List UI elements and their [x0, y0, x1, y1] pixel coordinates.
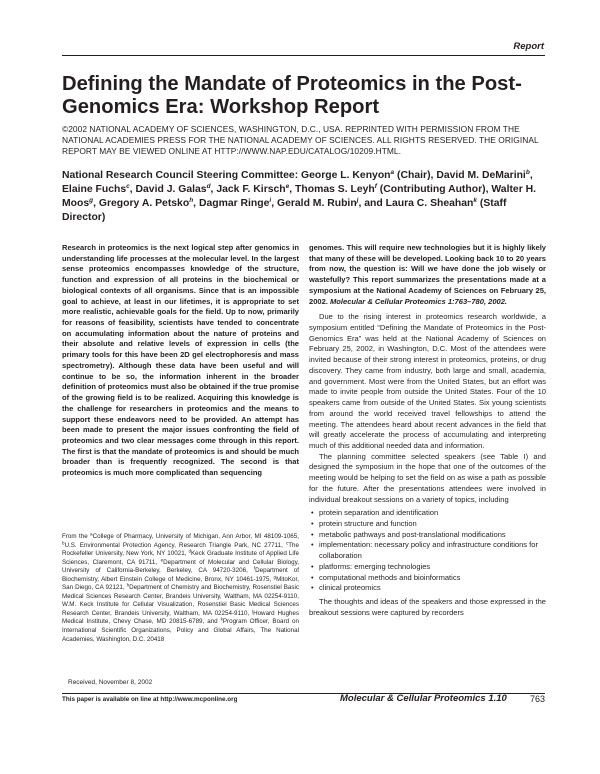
author-name: David J. Galas: [135, 184, 207, 195]
author-name: Jack F. Kirsch: [216, 184, 286, 195]
affiliation-marker: e: [285, 183, 290, 190]
author: [436, 170, 532, 181]
abstract-citation: Molecular & Cellular Proteomics 1:763–780, 2002.: [330, 296, 508, 306]
author-role: ,: [129, 184, 133, 195]
author: [99, 198, 196, 209]
footnote-affiliation: Program Officer, Board on International Scientific Organizations, Policy and Global Affairs, The National Academies, Washington, D.C. 20418: [62, 618, 299, 643]
author-role: ,: [271, 198, 275, 209]
affiliation-marker: j: [356, 197, 359, 204]
topic-item: • clinical proteomics: [309, 583, 546, 594]
page-number: 763: [530, 694, 546, 704]
topic-item: • platforms: emerging technologies: [309, 562, 546, 573]
author-role: ,: [210, 184, 214, 195]
received-date: Received, November 8, 2002: [68, 679, 153, 686]
author-role: (Chair),: [394, 170, 434, 181]
footnote-affiliation: Howard Hughes Medical Institute, Chevy Chase, MD 20815-6789, and: [62, 609, 299, 626]
affiliation-marker: a: [390, 169, 395, 176]
body-paragraph-2: The planning committee selected speakers (see Table I) and designed the symposium in the hope that one of the outcomes of the meeting would be helping to set the field on as wise a path as possible for the future. After the presentations attendees were involved in individual breakout sessions on a variety of topics, including: [309, 451, 546, 504]
footnote-marker: g: [273, 574, 277, 580]
footnote-marker: j: [252, 608, 254, 614]
affiliation-marker: c: [126, 183, 130, 190]
affiliation-marker: h: [189, 197, 194, 204]
author-name: Walter H. Moos: [62, 184, 537, 209]
topic-item: • computational methods and bioinformatics: [309, 573, 546, 584]
topic-item: • protein separation and identification: [309, 508, 546, 519]
right-column: [309, 243, 546, 618]
author-name: Thomas S. Leyh: [295, 184, 375, 195]
footnote-marker: e: [160, 557, 164, 563]
author: [216, 184, 292, 195]
footnote-marker: k: [220, 616, 223, 622]
abstract: Research in proteomics is the next logical step after genomics in understanding life processes at the molecular level. In the largest sense proteomics encompasses knowledge of the structure, function and expression of all proteins in the biochemical or biological contexts of all organisms. Since that is an impossible goal to achieve, at least in our lifetimes, it is appropriate to set more realistic, achievable goals for the field. Up to now, primarily for reasons of feasibility, scientists have tended to concentrate on accumulating information about the nature of proteins and their absolute and relative levels of expression in cells (the primary tools for this have been 2D gel electrophoresis and mass spectrometry). Although these data have been useful and will continue to be so, the information inherent in the broader definition of proteomics must also be obtained if the true promise of the growing field is to be realized. Acquiring this knowledge is the challenge for researchers in proteomics and the means to support these endeavors need to be provided. An attempt has been made to present the major issues confronting the field of proteomics and two clear messages come through in this report. The first is that the mandate of proteomics is and should be much broader than is frequently recognized. The second is that proteomics is much more complicated than sequencing: [62, 243, 299, 478]
affiliation-marker: f: [374, 183, 377, 190]
author-name: George L. Kenyon: [301, 170, 391, 181]
footnote-intro: From the: [62, 533, 91, 540]
author-name: Gerald M. Rubin: [277, 198, 357, 209]
affiliation-marker: g: [89, 197, 94, 204]
footnote-affiliation: The Rockefeller University, New York, NY 10021,: [62, 541, 299, 558]
author-role: , and: [358, 198, 383, 209]
author-role: ,: [93, 198, 97, 209]
footnote-marker: a: [90, 531, 93, 537]
author-name: Dagmar Ringe: [198, 198, 270, 209]
footnote-marker: b: [62, 540, 65, 546]
author-role: ,: [289, 184, 293, 195]
footer-availability-text: This paper is available on line at: [62, 696, 161, 703]
footer-availability: [62, 696, 237, 703]
footnote-affiliation: Department of Biochemistry, Albert Einstein College of Medicine, Bronx, NY 10461-1975,: [62, 567, 299, 583]
copyright-notice: ©2002 NATIONAL ACADEMY OF SCIENCES, WASHINGTON, D.C., USA. REPRINTED WITH PERMISSION FROM THE NATIONAL ACADEMIES PRESS FOR THE NATIONAL ACADEMY OF SCIENCES. ALL RIGHTS RESERVED. THE ORIGINAL REPORT MAY BE VIEWED ONLINE AT HTTP://WWW.NAP.EDU/CATALOG/10209.HTML.: [62, 124, 539, 156]
footnote-affiliation: College of Pharmacy, University of Michigan, Ann Arbor, MI 48109-1065,: [92, 533, 299, 540]
author-name: Laura C. Sheahan: [385, 198, 474, 209]
topic-item: • protein structure and function: [309, 519, 546, 530]
affiliation-marker: i: [269, 197, 272, 204]
author-name: Gregory A. Petsko: [98, 198, 190, 209]
body-paragraph-3: The thoughts and ideas of the speakers and those expressed in the breakout sessions were captured by recorders: [309, 597, 546, 617]
footnote-affiliation: U.S. Environmental Protection Agency, Research Triangle Park, NC 27711,: [64, 541, 286, 549]
topic-item: • implementation: necessary policy and infrastructure conditions for collaboration: [309, 540, 546, 561]
topic-list: [309, 508, 546, 594]
affiliation-marker: b: [525, 169, 530, 176]
author-list: [62, 169, 552, 225]
author: [136, 184, 214, 195]
footnote-marker: h: [126, 582, 130, 588]
author: [301, 170, 433, 181]
topic-item: • metabolic pathways and post-translational modifications: [309, 530, 546, 541]
author-name: Elaine Fuchs: [62, 184, 127, 195]
author-role: (Contributing Author),: [376, 184, 489, 195]
left-column: [62, 243, 299, 479]
author-role: ,: [193, 198, 197, 209]
article-title: Defining the Mandate of Proteomics in the Post-Genomics Era: Workshop Report: [62, 73, 522, 118]
affiliation-marker: k: [473, 197, 478, 204]
section-label: Report: [513, 41, 544, 52]
header-rule: [62, 55, 545, 56]
author: [199, 198, 274, 209]
affiliation-footnote: [62, 533, 299, 644]
authors-prefix: National Research Council Steering Committee:: [62, 170, 302, 181]
footnote-affiliation: Department of Chemistry and Biochemistry, Rosenstiel Basic Medical Sciences Research Center, Brandeis University, Waltham, MA 02254-9110, W.M. Keck Institute for Cellular Visualization, Rosenstiel Basic Medical Sciences Research Center, Brandeis University, Waltham, MA 02254-9110,: [62, 584, 299, 617]
author: [62, 184, 133, 195]
footnote-marker: d: [188, 548, 191, 554]
footnote-affiliation: Keck Graduate Institute of Applied Life Sciences, Claremont, CA 91711,: [62, 550, 299, 566]
abstract-continued: [309, 243, 546, 307]
footer-journal: Molecular & Cellular Proteomics 1.10: [340, 693, 507, 704]
abstract-continued-text: genomes. This will require new technologies but it is highly likely that many of these will be developed. Looking back 10 to 20 years from now, the question is: Will we have done the job wisely or wastefully? This report summarizes the presentations made at a symposium at the National Academy of Sciences on February 25, 2002.: [309, 243, 546, 306]
journal-url-link[interactable]: http://www.mcponline.org: [160, 696, 238, 703]
author-role: ,: [529, 170, 533, 181]
footnote-affiliation: Department of Molecular and Cellular Biology, University of California-Berkeley, Berkeley, CA 94720-3206,: [62, 558, 299, 575]
footnote-marker: c: [285, 540, 289, 546]
body-paragraph-1: Due to the rising interest in proteomics research worldwide, a symposium entitled “Defining the Mandate of Proteomics in the Post-Genomics Era” was held at the National Academy of Sciences on February 25, 2002, in Washington, D.C. Most of the attendees were invited because of their strong interest in proteomics, proteins, or drug discovery. They came from industry, both large and small, academia, and government. Most were from the United States, but an effort was made to invite people from outside the United States. Four of the 10 speakers came from outside of the United States. Six young scientists from around the world received travel fellowships to attend the meeting. The attendees heard about recent advances in the field that will greatly accelerate the process of accumulating and interpreting much of this additional needed data and information.: [309, 312, 546, 450]
author: [277, 198, 383, 209]
footnote-affiliation: MitoKor, San Diego, CA 92121,: [62, 575, 299, 592]
footnote-marker: f: [253, 565, 256, 571]
author: [295, 184, 488, 195]
author-role: (Staff Director): [62, 198, 507, 223]
author-name: David M. DeMarini: [436, 170, 526, 181]
affiliation-marker: d: [206, 183, 211, 190]
